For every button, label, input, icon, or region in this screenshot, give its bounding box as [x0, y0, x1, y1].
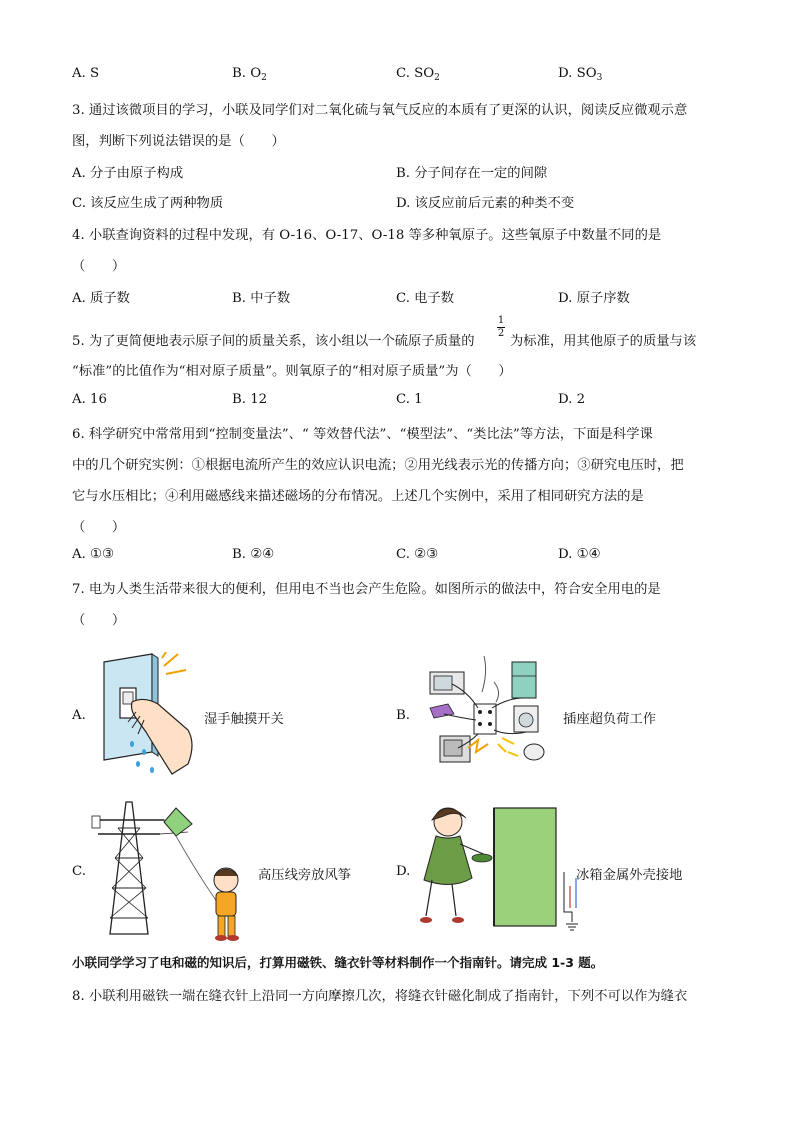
q7-option-b-caption: 插座超负荷工作	[563, 712, 657, 727]
q6-option-b: B. ②④	[232, 547, 275, 562]
q2-option-a: A. S	[72, 66, 100, 81]
kite-powerline-illustration	[88, 798, 248, 944]
q4-stem-line2: （ ）	[72, 259, 126, 274]
section-intro: 小联同学学习了电和磁的知识后，打算用磁铁、缝衣针等材料制作一个指南针。请完成 1-3 题。	[72, 955, 604, 970]
q7-option-a-caption: 湿手触摸开关	[204, 712, 284, 727]
q3-option-c: C. 该反应生成了两种物质	[72, 196, 224, 211]
q3-option-b: B. 分子间存在一定的间隙	[396, 166, 548, 181]
q6-option-c: C. ②③	[396, 547, 438, 562]
q3-option-d: D. 该反应前后元素的种类不变	[396, 196, 575, 211]
q5-option-a: A. 16	[72, 392, 107, 407]
q6-option-a: A. ①③	[72, 547, 114, 562]
q3-stem-line2: 图，判断下列说法错误的是（ ）	[72, 134, 285, 149]
q7-option-a-label: A.	[72, 708, 86, 723]
q2-option-c: C. $SO_2$	[396, 66, 440, 83]
q6-stem-line4: （ ）	[72, 520, 126, 535]
q6-stem-line3: 它与水压相比；④利用磁感线来描述磁场的分布情况。上述几个实例中，采用了相同研究方法的是	[72, 489, 644, 504]
q4-option-d: D. 原子序数	[558, 291, 630, 306]
q7-option-d-caption: 冰箱金属外壳接地	[576, 868, 683, 883]
q7-option-c-label: C.	[72, 864, 86, 879]
q7-option-d-label: D.	[396, 864, 411, 879]
q5-fraction-denominator: 2	[497, 328, 505, 339]
overloaded-socket-illustration	[418, 652, 558, 776]
q4-option-b: B. 中子数	[232, 291, 291, 306]
q7-stem-line1: 7. 电为人类生活带来很大的便利，但用电不当也会产生危险。如图所示的做法中，符合安全用电的是	[72, 582, 661, 597]
q6-stem-line1: 6. 科学研究中常常用到“控制变量法”、“ 等效替代法”、“模型法”、“类比法”等方法，下面是科学课	[72, 427, 653, 442]
q7-option-c-caption: 高压线旁放风筝	[258, 868, 352, 883]
q7-stem-line2: （ ）	[72, 613, 126, 628]
q6-stem-line2: 中的几个研究实例：①根据电流所产生的效应认识电流；②用光线表示光的传播方向；③研究电压时，把	[72, 458, 684, 473]
q5-stem-line2: “标准”的比值作为“相对原子质量”。则氧原子的“相对原子质量”为（ ）	[72, 364, 512, 379]
q5-stem-line1-start: 5. 为了更简便地表示原子间的质量关系，该小组以一个硫原子质量的	[72, 334, 475, 349]
q4-option-c: C. 电子数	[396, 291, 455, 306]
q2-option-b: B. $O_2$	[232, 66, 267, 83]
q3-option-a: A. 分子由原子构成	[72, 166, 184, 181]
q5-fraction-numerator: 1	[497, 315, 505, 326]
q5-option-c: C. 1	[396, 392, 423, 407]
q7-option-b-label: B.	[396, 708, 410, 723]
q2-option-d: D. $SO_3$	[558, 66, 603, 83]
q5-option-b: B. 12	[232, 392, 268, 407]
wet-hand-switch-illustration	[92, 652, 204, 782]
q5-stem-line1-end: 为标准，用其他原子的质量与该	[510, 334, 697, 349]
q8-stem-line1: 8. 小联利用磁铁一端在缝衣针上沿同一方向摩擦几次，将缝衣针磁化制成了指南针，下列不可以作为缝衣	[72, 989, 688, 1004]
q3-stem-line1: 3. 通过该微项目的学习，小联及同学们对二氧化硫与氧气反应的本质有了更深的认识，阅读反应微观示意	[72, 103, 688, 118]
q4-option-a: A. 质子数	[72, 291, 130, 306]
fridge-grounding-illustration	[416, 800, 576, 940]
q5-option-d: D. 2	[558, 392, 586, 407]
q5-fraction	[497, 316, 505, 339]
q6-option-d: D. ①④	[558, 547, 601, 562]
q4-stem-line1: 4. 小联查询资料的过程中发现，有 O-16、O-17、O-18 等多种氧原子。这些氧原子中数量不同的是	[72, 228, 662, 243]
